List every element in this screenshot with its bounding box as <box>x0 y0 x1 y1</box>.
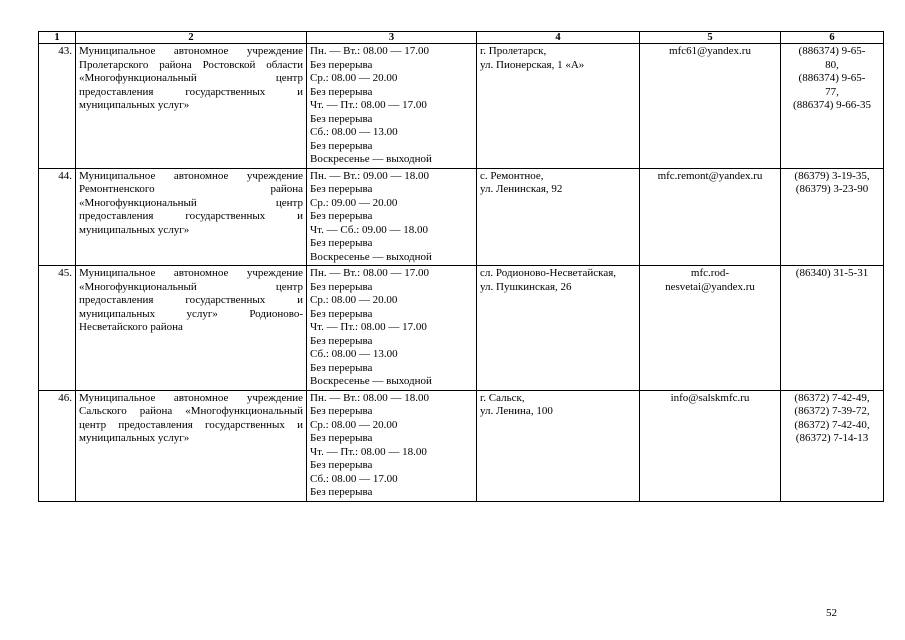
hours-line: Чт. — Пт.: 08.00 — 17.00 <box>310 321 427 333</box>
hours-line: Сб.: 08.00 — 13.00 <box>310 126 398 138</box>
phone-numbers <box>781 390 884 501</box>
working-hours <box>307 266 477 391</box>
hours-line: Без перерыва <box>310 58 373 71</box>
address-line: ул. Пушкинская, 26 <box>480 280 572 293</box>
phone-line: (886374) 9-65- <box>798 72 866 84</box>
organization-name: Муниципальное автономное учреждение Сальского района «Многофункциональный центр предоставления государственных и муниципальных услуг» <box>76 390 307 501</box>
email-line: mfc.rod- <box>690 267 730 279</box>
hours-line: Ср.: 08.00 — 20.00 <box>310 418 398 431</box>
hours-line: Чт. — Пт.: 08.00 — 17.00 <box>310 99 427 111</box>
phone-line: (86372) 7-39-72, <box>794 405 870 417</box>
header-col-6: 6 <box>781 32 884 44</box>
hours-line: Сб.: 08.00 — 13.00 <box>310 348 398 360</box>
table-row <box>39 266 884 391</box>
address-line: г. Сальск, <box>480 391 525 404</box>
phone-line: (86372) 7-14-13 <box>795 432 869 444</box>
table-body <box>39 44 884 502</box>
email <box>640 266 781 391</box>
email-line: mfc61@yandex.ru <box>669 45 751 57</box>
table-row <box>39 44 884 169</box>
phone-line: (86372) 7-42-49, <box>794 391 870 404</box>
address-line: ул. Ленина, 100 <box>480 405 553 417</box>
address <box>477 266 640 391</box>
address <box>477 168 640 266</box>
header-col-1: 1 <box>39 32 76 44</box>
organization-name: Муниципальное автономное учреждение Ремонтненского района «Многофункциональный центр предоставления государственных и муниципальных услуг» <box>76 168 307 266</box>
hours-line: Без перерыва <box>310 237 373 249</box>
address-line: ул. Пионерская, 1 «А» <box>480 58 585 71</box>
email-line: nesvetai@yandex.ru <box>665 280 755 293</box>
phone-line: (86379) 3-19-35, <box>794 169 870 182</box>
hours-line: Пн. — Вт.: 08.00 — 17.00 <box>310 267 429 279</box>
hours-line: Сб.: 08.00 — 17.00 <box>310 472 398 485</box>
hours-line: Воскресенье — выходной <box>310 250 432 263</box>
working-hours <box>307 44 477 169</box>
hours-line: Ср.: 08.00 — 20.00 <box>310 72 398 84</box>
organization-name: Муниципальное автономное учреждение «Многофункциональный центр предоставления государственных и муниципальных услуг» Родионово-Несветайского района <box>76 266 307 391</box>
hours-line: Без перерыва <box>310 459 373 471</box>
hours-line: Чт. — Сб.: 09.00 — 18.00 <box>310 223 429 236</box>
hours-line: Без перерыва <box>310 486 373 498</box>
organization-name: Муниципальное автономное учреждение Пролетарского района Ростовской области «Многофункциональный центр предоставления государственных и муниципальных услуг» <box>76 44 307 169</box>
row-number: 45. <box>39 266 76 391</box>
hours-line: Пн. — Вт.: 08.00 — 18.00 <box>310 391 429 404</box>
address-line: г. Пролетарск, <box>480 45 547 57</box>
hours-line: Пн. — Вт.: 08.00 — 17.00 <box>310 45 429 57</box>
hours-line: Без перерыва <box>310 334 373 347</box>
header-col-2: 2 <box>76 32 307 44</box>
hours-line: Пн. — Вт.: 09.00 — 18.00 <box>310 169 429 182</box>
table-row <box>39 390 884 501</box>
hours-line: Чт. — Пт.: 08.00 — 18.00 <box>310 445 427 458</box>
hours-line: Без перерыва <box>310 85 373 98</box>
address-line: ул. Ленинская, 92 <box>480 183 563 195</box>
address <box>477 390 640 501</box>
header-row <box>39 32 884 44</box>
email <box>640 44 781 169</box>
row-number: 43. <box>39 44 76 169</box>
header-col-3: 3 <box>307 32 477 44</box>
phone-line: 80, <box>825 58 839 71</box>
address <box>477 44 640 169</box>
phone-line: (86379) 3-23-90 <box>795 183 869 195</box>
phone-line: (886374) 9-66-35 <box>793 99 871 111</box>
table-row <box>39 168 884 266</box>
phone-line: 77, <box>825 85 839 98</box>
hours-line: Ср.: 09.00 — 20.00 <box>310 196 398 209</box>
phone-line: (86372) 7-42-40, <box>794 418 870 431</box>
phone-numbers <box>781 266 884 391</box>
email <box>640 390 781 501</box>
hours-line: Без перерыва <box>310 432 373 444</box>
row-number: 44. <box>39 168 76 266</box>
working-hours <box>307 390 477 501</box>
phone-line: (886374) 9-65- <box>798 45 866 57</box>
hours-line: Без перерыва <box>310 280 373 293</box>
hours-line: Ср.: 08.00 — 20.00 <box>310 294 398 306</box>
hours-line: Без перерыва <box>310 210 373 222</box>
phone-numbers <box>781 44 884 169</box>
email-line: mfc.remont@yandex.ru <box>657 169 763 182</box>
hours-line: Без перерыва <box>310 361 373 374</box>
hours-line: Воскресенье — выходной <box>310 375 432 387</box>
header-col-5: 5 <box>640 32 781 44</box>
phone-line: (86340) 31-5-31 <box>795 267 869 279</box>
hours-line: Без перерыва <box>310 139 373 152</box>
email-line: info@salskmfc.ru <box>670 391 750 404</box>
email <box>640 168 781 266</box>
page-number: 52 <box>826 607 837 619</box>
hours-line: Без перерыва <box>310 307 373 320</box>
phone-numbers <box>781 168 884 266</box>
working-hours <box>307 168 477 266</box>
address-line: сл. Родионово-Несветайская, <box>480 267 617 279</box>
hours-line: Без перерыва <box>310 183 373 195</box>
row-number: 46. <box>39 390 76 501</box>
mfc-directory-table <box>38 31 884 502</box>
hours-line: Без перерыва <box>310 405 373 417</box>
header-col-4: 4 <box>477 32 640 44</box>
address-line: с. Ремонтное, <box>480 169 544 182</box>
hours-line: Без перерыва <box>310 112 373 125</box>
hours-line: Воскресенье — выходной <box>310 153 432 165</box>
